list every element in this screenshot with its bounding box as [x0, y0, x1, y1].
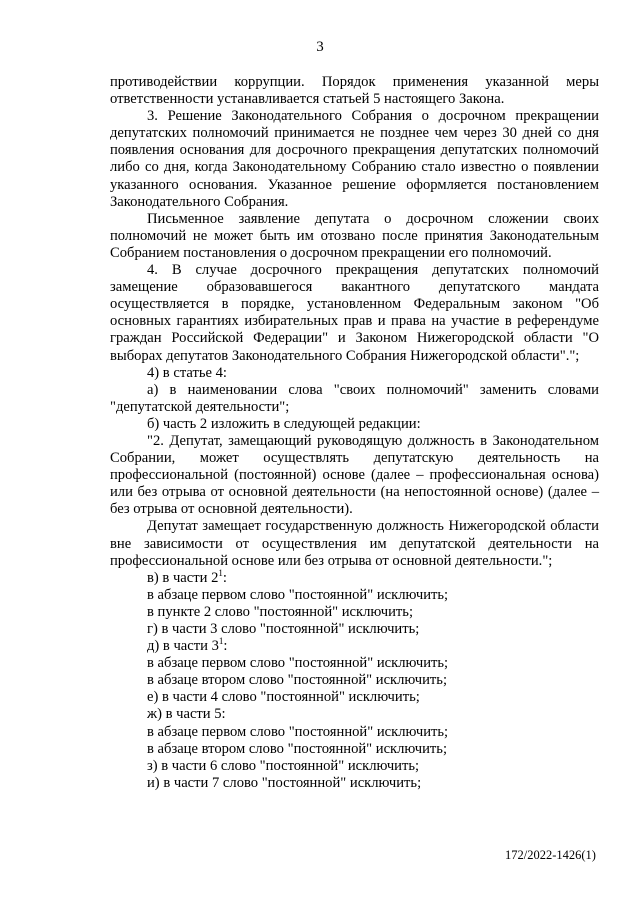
superscript: 1	[218, 567, 223, 578]
list-item: д) в части $3^1$:	[147, 636, 228, 655]
list-item: ж) в части 5:	[147, 706, 226, 723]
list-item: в абзаце первом слово "постоянной" исключить;	[147, 655, 449, 672]
paragraph: Письменное заявление депутата о досрочном сложении своих полномочий не может быть им отозвано после принятия Законодательным Собранием постановления о досрочном прекращении его полномочий.	[110, 210, 599, 261]
document-code: 172/2022-1426(1)	[505, 848, 596, 862]
paragraph: противодействии коррупции. Порядок применения указанной меры ответственности устанавливается статьей 5 настоящего Закона.	[110, 74, 599, 108]
superscript: 1	[218, 636, 224, 647]
paragraph: б) часть 2 изложить в следующей редакции:	[147, 415, 421, 432]
list-item: в абзаце первом слово "постоянной" исключить;	[147, 723, 449, 740]
list-item: в пункте 2 слово "постоянной" исключить;	[147, 603, 413, 620]
paragraph: 4) в статье 4:	[147, 364, 227, 381]
list-item: в) в части $2^1$:	[147, 567, 227, 586]
amendment-list	[110, 567, 599, 792]
list-item: з) в части 6 слово "постоянной" исключить;	[147, 757, 420, 774]
page-number: 3	[316, 39, 324, 55]
list-item: г) в части 3 слово "постоянной" исключить;	[147, 621, 420, 637]
paragraph: а) в наименовании слова "своих полномочий" заменить словами "депутатской деятельности";	[110, 381, 599, 415]
list-item: в абзаце втором слово "постоянной" исключить;	[147, 672, 448, 689]
list-item: и) в части 7 слово "постоянной" исключить;	[147, 774, 422, 791]
list-item: в абзаце втором слово "постоянной" исключить;	[147, 740, 448, 757]
document-body	[110, 74, 599, 792]
paragraph: 3. Решение Законодательного Собрания о досрочном прекращении депутатских полномочий принимается не позднее чем через 30 дней со дня появления основания для досрочного прекращения депутатских полномочий либо со дня, когда Законодательному Собранию стало известно о появлении указанного основания. Указанное решение оформляется постановлением Законодательного Собрания.	[110, 108, 599, 210]
paragraph: "2. Депутат, замещающий руководящую должность в Законодательном Собрании, может осуществлять депутатскую деятельность на профессиональной (постоянной) основе (далее – профессиональная основа) или без отрыва от основной деятельности (на непостоянной основе) (далее – без отрыва от основной деятельности).	[110, 432, 599, 518]
list-item: е) в части 4 слово "постоянной" исключить;	[147, 689, 420, 706]
list-item: в абзаце первом слово "постоянной" исключить;	[147, 586, 449, 603]
paragraph: Депутат замещает государственную должность Нижегородской области вне зависимости от осуществления им депутатской деятельности на профессиональной основе или без отрыва от основной деятельности.";	[110, 518, 599, 569]
paragraph: 4. В случае досрочного прекращения депутатских полномочий замещение образовавшегося вакантного депутатского мандата осуществляется в порядке, установленном Федеральным законом "Об основных гарантиях избирательных прав и права на участие в референдуме граждан Российской Федерации" и Законом Нижегородской области "О выборах депутатов Законодательного Собрания Нижегородской области".";	[110, 262, 599, 364]
